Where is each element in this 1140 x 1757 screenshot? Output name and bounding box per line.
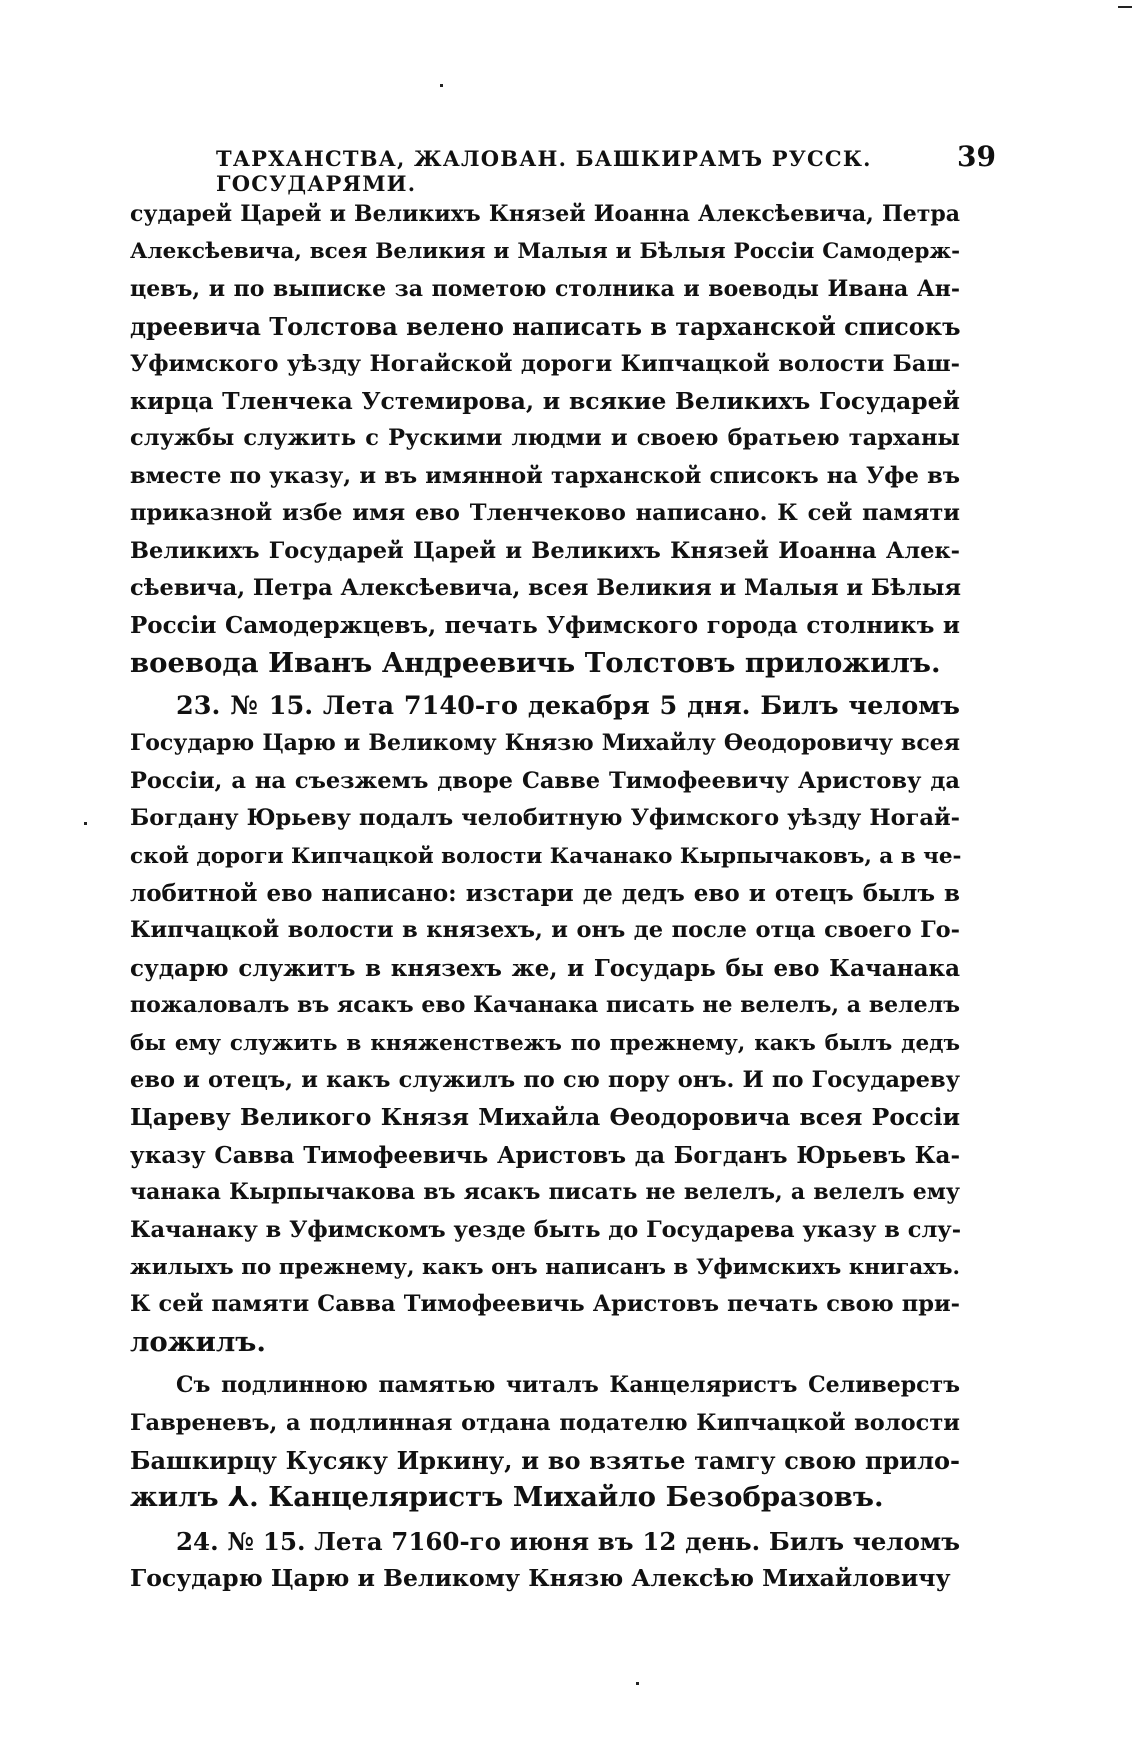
paragraph: [130, 688, 960, 1361]
text-line: кирца Тленчека Устемирова, и всякие Великихъ Государей: [130, 386, 960, 415]
text-line: Цареву Великого Князя Михайла Өеодоровича всея Россіи: [130, 1103, 960, 1132]
text-line: ложилъ.: [130, 1325, 266, 1358]
text-line: ево и отецъ, и какъ служилъ по сю пору онъ. И по Государеву: [130, 1066, 960, 1093]
body-text: [130, 196, 960, 1597]
scan-speck: [636, 1682, 639, 1685]
text-line: приказной избе имя ево Тленчеково написано. К сей памяти: [130, 500, 960, 527]
text-line: 23. № 15. Лета 7140-го декабря 5 дня. Билъ челомъ: [176, 691, 960, 722]
text-line: Уфимского уѣзду Ногайской дороги Кипчацкой волости Баш-: [130, 350, 960, 377]
text-line: ской дороги Кипчацкой волости Качанако Кырпычаковъ, а в че-: [130, 843, 962, 869]
text-line: службы служить с Рускими людми и своею братьею тарханы: [130, 425, 960, 452]
text-line: Государю Царю и Великому Князю Михайлу Өеодоровичу всея: [130, 730, 960, 757]
page-number: 39: [957, 140, 996, 173]
text-line: Съ подлинною памятью читалъ Канцеляристъ Селиверстъ: [176, 1372, 960, 1399]
scan-speck: [84, 822, 87, 825]
scan-speck: [440, 84, 443, 87]
text-line: указу Савва Тимофеевичь Аристовъ да Богданъ Юрьевъ Ка-: [130, 1141, 960, 1169]
running-title: ТАРХАНСТВА, ЖАЛОВАН. БАШКИРАМЪ РУССК. ГОСУДАРЯМИ.: [216, 146, 872, 196]
text-line: Богдану Юрьеву подалъ челобитную Уфимского уѣзду Ногай-: [130, 805, 960, 832]
text-line: воевода Иванъ Андреевичь Толстовъ приложилъ.: [130, 646, 941, 679]
text-line: сударей Царей и Великихъ Князей Иоанна Алексѣевича, Петра: [130, 201, 960, 227]
text-line: Алексѣевича, всея Великия и Малыя и Бѣлыя Россіи Самодерж-: [130, 239, 960, 265]
paragraph: [130, 1523, 960, 1598]
text-line: вместе по указу, и въ имянной тарханской списокъ на Уфе въ: [130, 462, 960, 489]
text-line: Кипчацкой волости в князехъ, и онъ де после отца своего Го-: [130, 917, 960, 944]
text-line: Государю Царю и Великому Князю Алексѣю Михайловичу: [130, 1564, 951, 1593]
text-line: бы ему служить в княженствежъ по прежнему, какъ былъ дедъ: [130, 1030, 960, 1056]
paragraph: [130, 196, 960, 682]
text-line: сѣевича, Петра Алексѣевича, всея Великия и Малыя и Бѣлыя: [130, 574, 962, 601]
text-line: Россіи, а на съезжемъ дворе Савве Тимофеевичу Аристову да: [130, 767, 960, 794]
text-line: Башкирцу Кусяку Иркину, и во взятье тамгу свою прило-: [130, 1445, 960, 1475]
text-line: сударю служитъ в князехъ же, и Государь бы ево Качанака: [130, 954, 960, 982]
text-line: Великихъ Государей Царей и Великихъ Князей Иоанна Алек-: [130, 537, 960, 564]
text-line: Качанаку в Уфимскомъ уезде быть до Государева указу в слу-: [130, 1216, 962, 1243]
text-line: жилыхъ по прежнему, какъ онъ написанъ в Уфимскихъ книгахъ.: [130, 1254, 960, 1280]
paragraph: [130, 1367, 960, 1517]
text-line: цевъ, и по выписке за пометою столника и воеводы Ивана Ан-: [130, 275, 960, 302]
text-line: дреевича Толстова велено написать в тарханской списокъ: [130, 312, 961, 342]
page-header: [216, 140, 996, 196]
text-line: пожаловалъ въ ясакъ ево Качанака писать не велелъ, а велелъ: [130, 992, 960, 1019]
text-line: жилъ ⅄. Канцеляристъ Михайло Безобразовъ.: [130, 1481, 884, 1514]
text-line: чанака Кырпычакова въ ясакъ писать не велелъ, а велелъ ему: [130, 1179, 960, 1206]
text-line: К сей памяти Савва Тимофеевичь Аристовъ печать свою при-: [130, 1291, 960, 1318]
text-line: 24. № 15. Лета 7160-го июня въ 12 день. Билъ челомъ: [176, 1526, 960, 1556]
text-line: Гавреневъ, а подлинная отдана подателю Кипчацкой волости: [130, 1409, 960, 1436]
scan-speck: [1118, 6, 1132, 8]
text-line: лобитной ево написано: изстари де дедъ ево и отецъ былъ в: [130, 880, 960, 908]
text-line: Россіи Самодержцевъ, печать Уфимского города столникъ и: [130, 612, 960, 640]
